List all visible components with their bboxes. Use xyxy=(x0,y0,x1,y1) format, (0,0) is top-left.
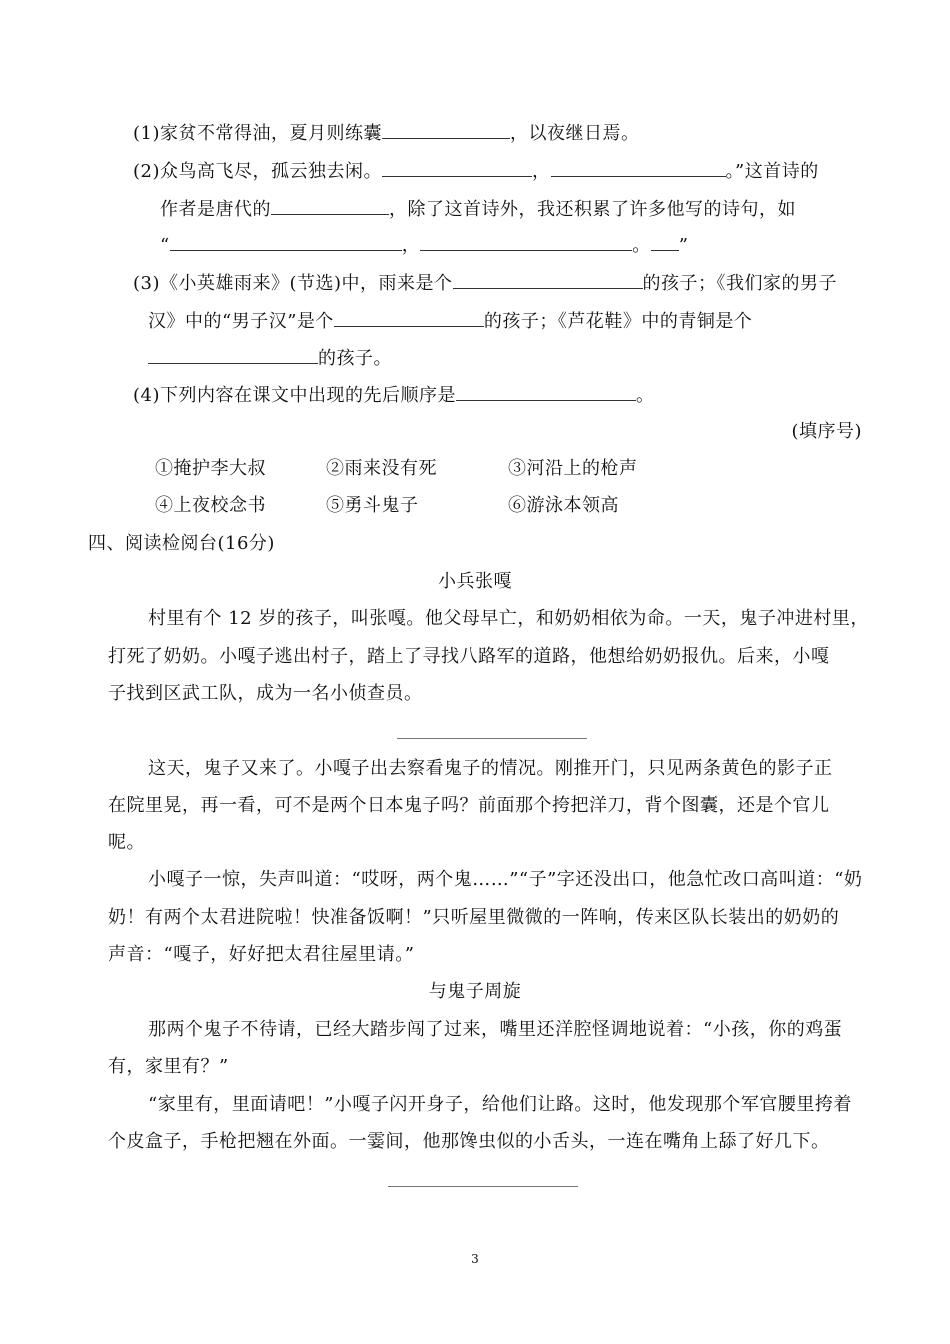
question-text: 的孩子。 xyxy=(318,348,392,369)
paragraph-3-line-1: 小嘎子一惊，失声叫道：“哎呀，两个鬼……”“子”字还没出口，他急忙改口高叫道：“奶 xyxy=(148,869,863,890)
answer-blank[interactable] xyxy=(551,158,726,177)
answer-blank[interactable] xyxy=(170,232,402,251)
fill-number-note: (填序号) xyxy=(791,421,862,442)
question-4 xyxy=(133,382,655,408)
paragraph-4-line-2: 有，家里有？” xyxy=(108,1056,229,1077)
option-3: ③河沿上的枪声 xyxy=(508,458,638,479)
punctuation: “ xyxy=(160,235,170,256)
option-2: ②雨来没有死 xyxy=(326,458,437,479)
question-3-line-1 xyxy=(133,270,837,296)
question-text: 。”这首诗的 xyxy=(725,161,819,182)
punctuation: ” xyxy=(678,235,689,256)
answer-blank[interactable] xyxy=(420,232,632,251)
question-text: 汉》中的“男子汉”是个 xyxy=(148,311,334,332)
option-4: ④上夜校念书 xyxy=(155,495,266,516)
paragraph-4-line-1: 那两个鬼子不待请，已经大踏步闯了过来，嘴里还洋腔怪调地说着：“小孩，你的鸡蛋 xyxy=(148,1019,843,1040)
question-number: (2) xyxy=(133,161,160,182)
paragraph-3-line-2: 奶！有两个太君进院啦！快准备饭啊！”只听屋里微微的一阵响，传来区队长装出的奶奶的 xyxy=(108,907,840,928)
paragraph-2-line-3: 呢。 xyxy=(108,832,145,853)
poem-quote: 众鸟高飞尽，孤云独去闲。 xyxy=(160,161,382,182)
question-text: 的孩子；《我们家的男子 xyxy=(642,273,838,294)
subtitle-blank[interactable] xyxy=(397,738,587,739)
paragraph-1-line-3: 子找到区武工队，成为一名小侦查员。 xyxy=(108,683,423,704)
answer-blank[interactable] xyxy=(456,382,636,401)
question-3-line-2 xyxy=(148,308,752,334)
question-text: 《小英雄雨来》(节选)中，雨来是个 xyxy=(160,273,453,294)
reading-title: 小兵张嘎 xyxy=(438,571,512,592)
option-6: ⑥游泳本领高 xyxy=(508,495,619,516)
option-1: ①掩护李大叔 xyxy=(155,458,266,479)
reading-subtitle: 与鬼子周旋 xyxy=(428,981,522,1002)
answer-blank[interactable] xyxy=(148,345,318,364)
option-5: ⑤勇斗鬼子 xyxy=(326,495,419,516)
answer-blank[interactable] xyxy=(382,120,510,139)
question-text: ，以夜继日焉。 xyxy=(510,123,640,144)
question-text: 的孩子；《芦花鞋》中的青铜是个 xyxy=(483,311,753,332)
question-2-line-3 xyxy=(160,232,688,258)
paragraph-1-line-1: 村里有个 12 岁的孩子，叫张嘎。他父母早亡，和奶奶相依为命。一天，鬼子冲进村里， xyxy=(148,608,869,629)
paragraph-1-line-2: 打死了奶奶。小嘎子逃出村子，踏上了寻找八路军的道路，他想给奶奶报仇。后来，小嘎 xyxy=(108,646,830,667)
punctuation: 。 xyxy=(636,385,655,406)
question-2-line-1 xyxy=(133,158,819,184)
question-3-line-3 xyxy=(148,345,392,371)
punctuation: 。 xyxy=(632,235,651,256)
question-number: (4) xyxy=(133,385,160,406)
answer-blank[interactable] xyxy=(453,270,643,289)
paragraph-5-line-1: “家里有，里面请吧！”小嘎子闪开身子，给他们让路。这时，他发现那个军官腰里挎着 xyxy=(148,1094,852,1115)
paragraph-5-line-2: 个皮盒子，手枪把翘在外面。一霎间，他那馋虫似的小舌头，一连在嘴角上舔了好几下。 xyxy=(108,1131,830,1152)
paragraph-2-line-1: 这天，鬼子又来了。小嘎子出去察看鬼子的情况。刚推开门，只见两条黄色的影子正 xyxy=(148,758,833,779)
answer-blank[interactable] xyxy=(651,232,679,251)
question-text: 下列内容在课文中出现的先后顺序是 xyxy=(160,385,456,406)
question-number: (1) xyxy=(133,123,160,144)
question-text: 作者是唐代的 xyxy=(160,199,271,220)
punctuation: ， xyxy=(401,235,421,256)
subtitle-blank[interactable] xyxy=(388,1186,578,1187)
question-1 xyxy=(133,120,640,146)
question-text: ，除了这首诗外，我还积累了许多他写的诗句，如 xyxy=(389,199,796,220)
question-number: (3) xyxy=(133,273,160,294)
question-text: 家贫不常得油，夏月则练囊 xyxy=(160,123,382,144)
page-number: 3 xyxy=(471,1252,479,1266)
answer-blank[interactable] xyxy=(271,196,389,215)
answer-blank[interactable] xyxy=(382,158,532,177)
answer-blank[interactable] xyxy=(334,308,484,327)
section-title: 四、阅读检阅台(16分) xyxy=(88,533,275,554)
question-2-line-2 xyxy=(160,196,796,222)
paragraph-2-line-2: 在院里晃，再一看，可不是两个日本鬼子吗？前面那个挎把洋刀，背个图囊，还是个官儿 xyxy=(108,795,830,816)
paragraph-3-line-3: 声音：“嘎子，好好把太君往屋里请。” xyxy=(108,944,415,965)
punctuation: ， xyxy=(532,161,551,182)
